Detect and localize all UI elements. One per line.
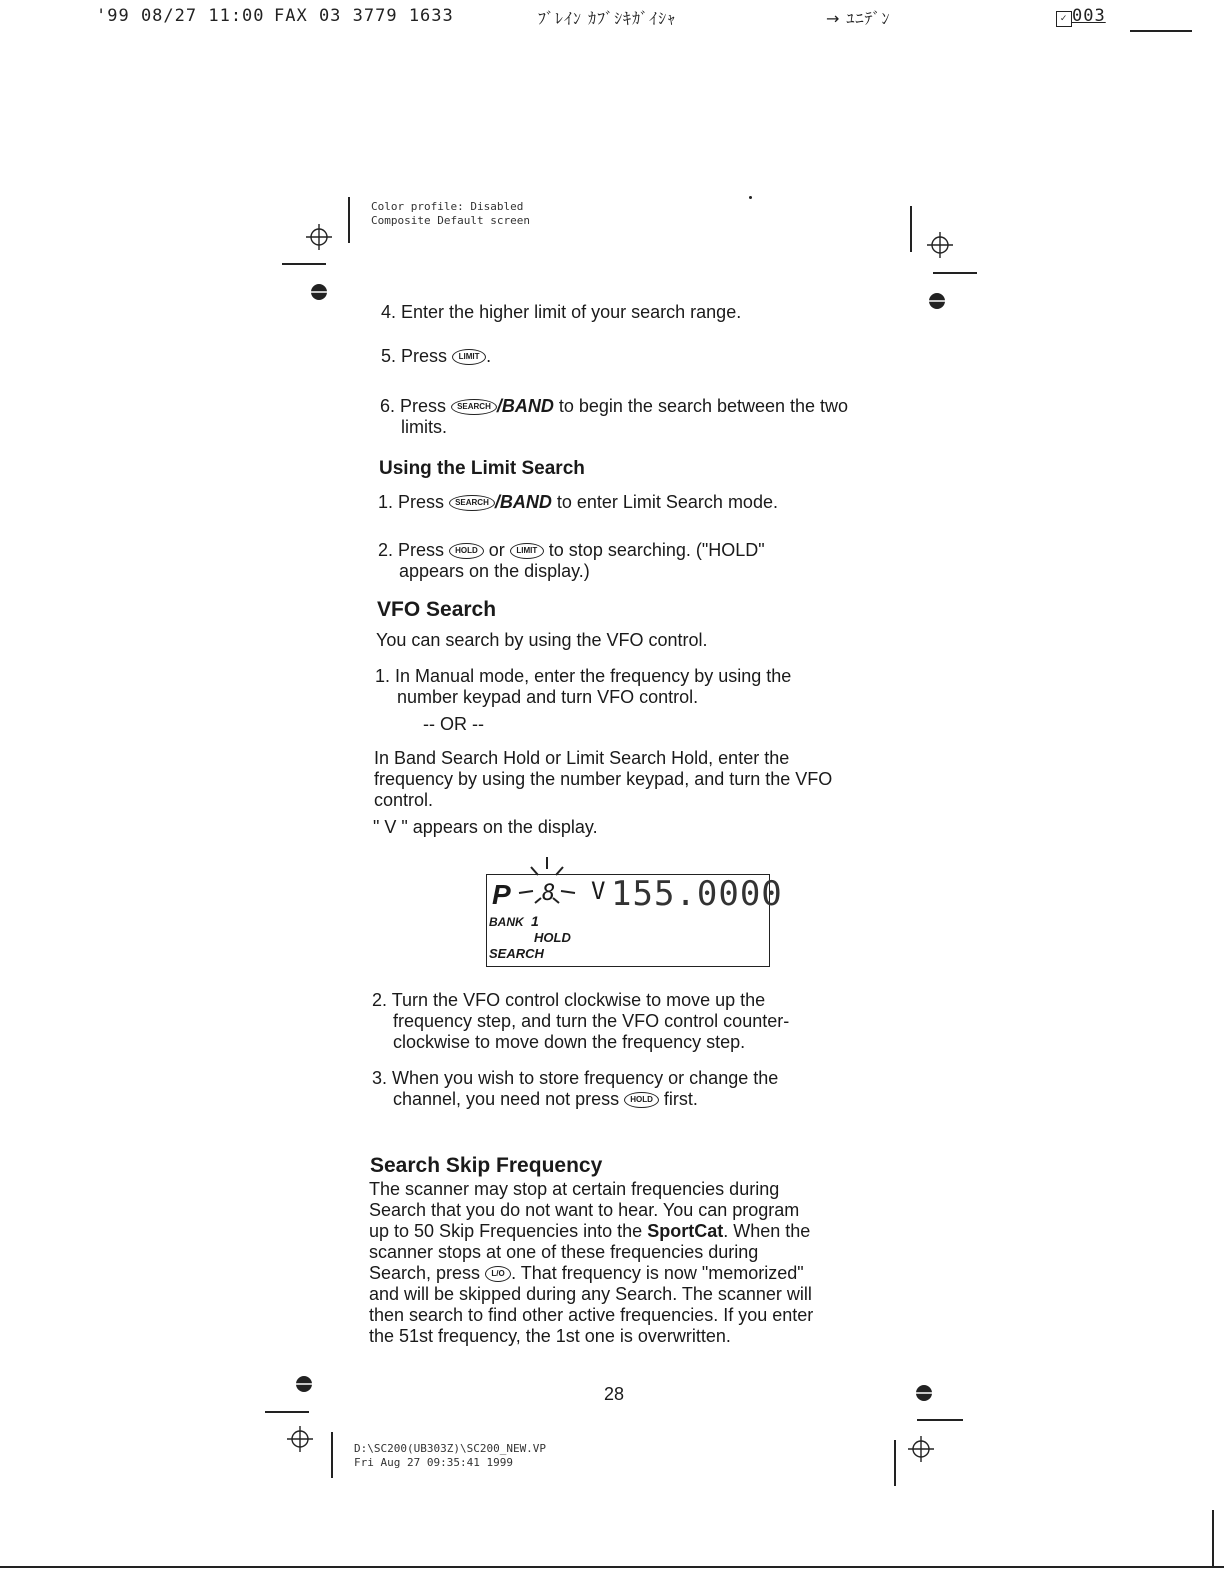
step-text: or [488,540,505,560]
step-6 [380,396,900,438]
paragraph-text: up to 50 Skip Frequencies into the [369,1221,643,1241]
paragraph-line [369,1263,889,1284]
prepress-info-bottom [354,1442,546,1470]
step-number: 4. [381,302,397,322]
fax-icon: ✓ [1056,11,1072,27]
lcd-channel-digit: 8 [542,881,556,906]
fax-header-underline [1130,30,1192,32]
skip-heading: Search Skip Frequency [370,1154,603,1177]
step-text: to begin the search between the two [558,396,849,416]
paragraph-line: frequency by using the number keypad, and turn the VFO [374,769,833,789]
registration-crosshair-icon [927,232,953,258]
prepress-line: Color profile: Disabled [371,200,524,213]
step-number: 5. [381,346,397,366]
scan-edge-line [1212,1510,1214,1568]
v-note: " V " appears on the display. [373,817,598,837]
paragraph-line: then search to find other active frequencies. If you enter [369,1305,814,1325]
product-name: SportCat [647,1221,724,1241]
paragraph-line: control. [374,790,434,810]
registration-crosshair-icon [306,224,332,250]
lcd-display [486,874,783,967]
step-number: 1. [375,666,391,686]
vfo-step-2 [372,990,892,1053]
prepress-info-top [371,200,530,228]
skip-paragraph [369,1179,889,1347]
step-number: 6. [380,396,396,416]
or-separator: -- OR -- [423,714,484,734]
vfo-step-1 [375,666,895,708]
paragraph-line: and will be skipped during any Search. The scanner will [369,1284,812,1304]
paragraph-line: The scanner may stop at certain frequencies during [369,1179,780,1199]
paragraph-text: . When the [723,1221,811,1241]
fax-datetime: '99 08/27 11:00 [96,6,265,26]
crop-line [348,197,350,243]
step-text: Press [398,540,445,560]
search-button-icon: SEARCH [451,399,497,415]
paragraph-line: scanner stops at one of these frequencies during [369,1242,759,1262]
lcd-frequency: 155.0000 [611,874,783,914]
limit-button-icon: LIMIT [452,349,486,365]
limit-step-2 [378,540,898,582]
fax-number: FAX 03 3779 1633 [274,6,454,26]
paragraph-line [369,1221,889,1242]
step-text-cont [372,1089,892,1110]
step-text: channel, you need not press [393,1089,620,1109]
step-text: Press [401,346,448,366]
registration-target-icon [310,283,328,301]
step-text: When you wish to store frequency or change the [392,1068,779,1088]
limit-button-icon: LIMIT [510,543,544,559]
lcd-vfo-indicator: V [591,877,606,905]
step-text-cont: number keypad and turn VFO control. [397,687,699,707]
lcd-bank-label: BANK [489,915,524,929]
lockout-button-icon: L/O [485,1266,511,1282]
step-text: Press [400,396,447,416]
crop-line [917,1419,963,1421]
step-text: In Manual mode, enter the frequency by using the [395,666,792,686]
lcd-bank-number: 1 [531,913,539,929]
step-number: 3. [372,1068,388,1088]
prepress-line: Composite Default screen [371,214,530,227]
paragraph-text: . That frequency is now "memorized" [511,1263,804,1283]
step-text-cont: appears on the display.) [399,561,590,581]
fax-page-number: 003 [1072,6,1106,26]
lcd-hold-indicator: HOLD [534,930,571,945]
limit-search-heading: Using the Limit Search [379,458,585,479]
step-text: Press [398,492,445,512]
paragraph-text: Search, press [369,1263,481,1283]
limit-step-1 [378,492,778,513]
lcd-search-indicator: SEARCH [486,946,544,961]
step-number: 1. [378,492,394,512]
band-label: /BAND [494,492,552,512]
paragraph-line: the 51st frequency, the 1st one is overwritten. [369,1326,731,1346]
step-text-cont: limits. [401,417,447,437]
speck [749,196,752,199]
registration-target-icon [915,1384,933,1402]
step-text: Enter the higher limit of your search range. [401,302,742,322]
step-text: to stop searching. ("HOLD" [548,540,765,560]
fax-sender: ﾌﾞﾚｲﾝ ｶﾌﾞｼｷｶﾞｲｼｬ [538,9,677,28]
vfo-search-heading: VFO Search [377,598,497,621]
crop-line [933,272,977,274]
page-number: 28 [604,1384,625,1404]
step-text: to enter Limit Search mode. [556,492,778,512]
lcd-program-indicator: P [492,879,511,910]
step-number: 2. [372,990,388,1010]
step-text: Turn the VFO control clockwise to move up the [391,990,766,1010]
crop-line [910,206,912,252]
crop-line [894,1440,896,1486]
step-number: 2. [378,540,394,560]
paragraph-line: Search that you do not want to hear. You can program [369,1200,800,1220]
registration-crosshair-icon [908,1436,934,1462]
fax-recipient: → ﾕﾆﾃﾞﾝ [826,9,891,28]
search-button-icon: SEARCH [449,495,495,511]
vfo-step-3 [372,1068,892,1110]
hold-button-icon: HOLD [624,1092,659,1108]
vfo-intro: You can search by using the VFO control. [376,630,708,650]
vfo-paragraph [374,748,894,811]
step-text: first. [663,1089,698,1109]
band-label: /BAND [496,396,554,416]
crop-line [282,263,326,265]
paragraph-line: In Band Search Hold or Limit Search Hold, enter the [374,748,790,768]
step-4 [381,302,741,323]
scan-edge-line [0,1566,1224,1568]
prepress-line: Fri Aug 27 09:35:41 1999 [354,1456,513,1469]
step-text-cont: frequency step, and turn the VFO control counter- [393,1011,790,1031]
step-text-cont: clockwise to move down the frequency step. [393,1032,746,1052]
registration-target-icon [928,292,946,310]
registration-target-icon [295,1375,313,1393]
registration-crosshair-icon [287,1426,313,1452]
crop-line [265,1411,309,1413]
crop-line [331,1432,333,1478]
step-5 [381,346,491,367]
prepress-line: D:\SC200(UB303Z)\SC200_NEW.VP [354,1442,547,1455]
step-text: . [486,346,492,366]
fax-page [1056,6,1106,27]
hold-button-icon: HOLD [449,543,484,559]
